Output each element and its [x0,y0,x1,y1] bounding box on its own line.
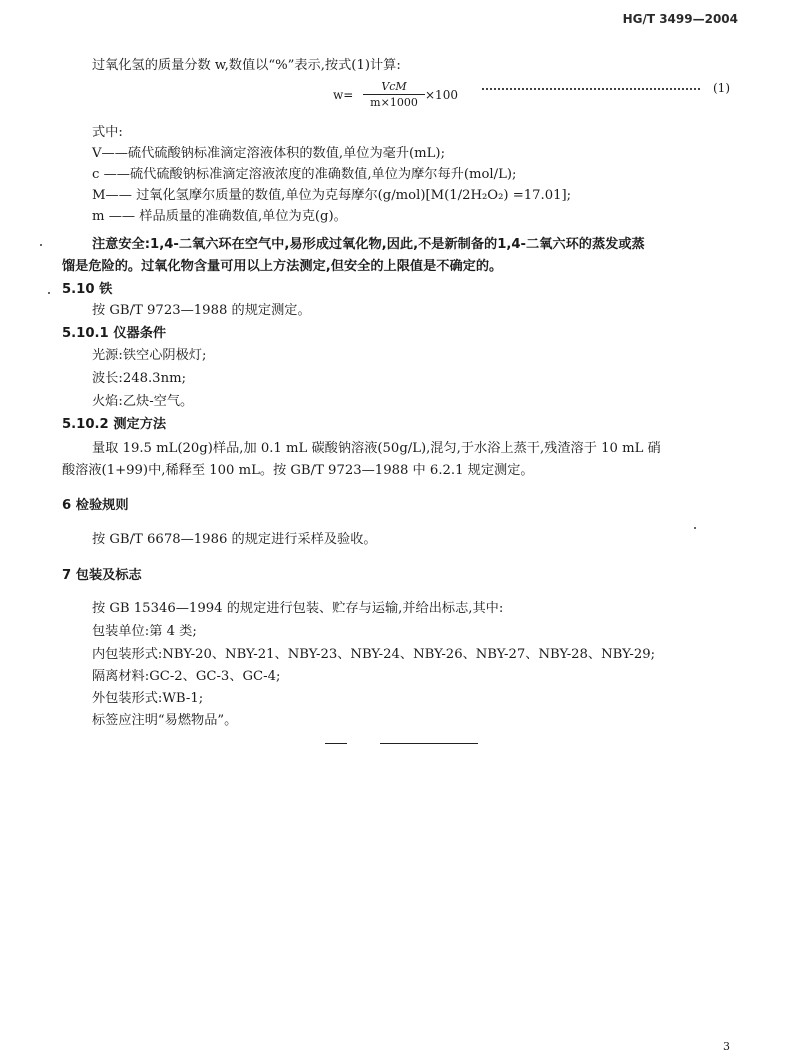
section-5-10-text: 按 GB/T 9723—1988 的规定测定。 [92,303,311,318]
scan-speck [694,527,696,529]
section-5-10-2-heading: 5.10.2 测定方法 [62,417,167,432]
section-6-heading: 6 检验规则 [62,498,129,513]
packaging-unit: 包装单位:第 4 类; [92,624,197,639]
safety-note-line2: 馏是危险的。过氧化物含量可用以上方法测定,但安全的上限值是不确定的。 [62,259,503,274]
section-5-10-1-heading: 5.10.1 仪器条件 [62,326,167,341]
formula-intro: 过氧化氢的质量分数 w,数值以“%”表示,按式(1)计算: [92,58,401,73]
formula-denominator: m×1000 [370,96,418,109]
page-number: 3 [723,1040,730,1053]
formula-numerator: VcM [381,80,407,93]
inner-packaging: 内包装形式:NBY-20、NBY-21、NBY-23、NBY-24、NBY-26、NBY-27、NBY-28、NBY-29; [92,647,656,662]
wavelength: 波长:248.3nm; [92,371,187,386]
variable-M-definition: M—— 过氧化氢摩尔质量的数值,单位为克每摩尔(g/mol)[M(1/2H₂O₂) =17.01]; [92,188,572,203]
end-rule-short [325,743,347,744]
fraction-bar [363,94,425,95]
variable-v-definition: V——硫代硫酸钠标准滴定溶液体积的数值,单位为毫升(mL); [92,146,446,161]
safety-note-line1: 注意安全:1,4-二氧六环在空气中,易形成过氧化物,因此,不是新制备的1,4-二氧六环的蒸发或蒸 [92,237,645,252]
formula-leader-dots [482,88,700,90]
isolation-material: 隔离材料:GC-2、GC-3、GC-4; [92,669,281,684]
label-requirement: 标签应注明“易燃物品”。 [92,713,238,728]
formula-multiplier: ×100 [425,88,458,102]
where-label: 式中: [92,125,123,140]
method-line2: 酸溶液(1+99)中,稀释至 100 mL。按 GB/T 9723—1988 中 6.2.1 规定测定。 [62,463,534,478]
scan-speck [48,292,50,294]
end-rule-long [380,743,478,744]
section-5-10-heading: 5.10 铁 [62,282,113,297]
formula-fraction [363,80,425,109]
section-6-text: 按 GB/T 6678—1986 的规定进行采样及验收。 [92,532,377,547]
standard-number: HG/T 3499—2004 [622,12,738,26]
equation-number: (1) [713,81,730,95]
flame: 火焰:乙炔-空气。 [92,394,194,409]
variable-c-definition: c ——硫代硫酸钠标准滴定溶液浓度的准确数值,单位为摩尔每升(mol/L); [92,167,517,182]
packaging-line1: 按 GB 15346—1994 的规定进行包装、贮存与运输,并给出标志,其中: [92,601,504,616]
section-7-heading: 7 包装及标志 [62,568,142,583]
method-line1: 量取 19.5 mL(20g)样品,加 0.1 mL 碳酸钠溶液(50g/L),混匀,于水浴上蒸干,残渣溶于 10 mL 硝 [92,441,661,456]
light-source: 光源:铁空心阴极灯; [92,348,207,363]
variable-m-definition: m —— 样品质量的准确数值,单位为克(g)。 [92,209,347,224]
scan-speck [40,244,42,246]
formula-lhs: w= [333,88,354,102]
outer-packaging: 外包装形式:WB-1; [92,691,204,706]
